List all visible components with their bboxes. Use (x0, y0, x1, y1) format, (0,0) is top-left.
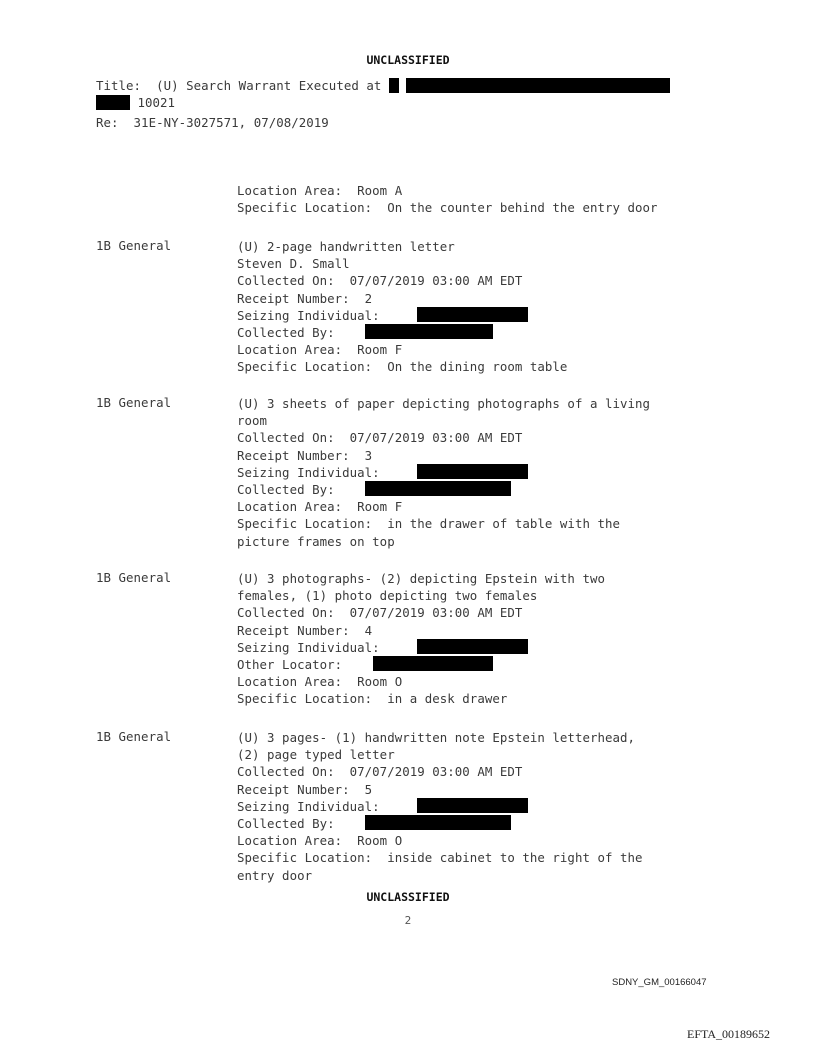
item-description: (U) 2-page handwritten letter (237, 239, 455, 254)
specific-location: Specific Location: in the drawer of table with the (237, 516, 620, 532)
carryover-entry (237, 182, 737, 216)
collected-by-label: Collected By: (237, 816, 335, 832)
item-description: Steven D. Small (237, 256, 350, 272)
seizing-individual-row (237, 464, 737, 481)
other-locator-label: Other Locator: (237, 657, 343, 673)
item-description: females, (1) photo depicting two females (237, 588, 538, 604)
location-area: Location Area: Room F (237, 499, 403, 515)
seizing-individual-row (237, 639, 737, 656)
item-description: (2) page typed letter (237, 747, 395, 763)
collected-on: Collected On: 07/07/2019 03:00 AM EDT (237, 273, 523, 289)
item-category: 1B General (96, 395, 172, 410)
evidence-item (237, 395, 737, 550)
bottom-classification-marking: UNCLASSIFIED (366, 890, 450, 904)
item-category: 1B General (96, 570, 172, 585)
bates-number-sdny: SDNY_GM_00166047 (612, 977, 707, 988)
receipt-number: Receipt Number: 5 (237, 781, 373, 797)
specific-location: Specific Location: On the dining room table (237, 359, 568, 375)
redaction-bar (417, 798, 528, 813)
item-description: (U) 3 sheets of paper depicting photographs of a living (237, 396, 651, 411)
location-area: Location Area: Room O (237, 674, 403, 690)
seizing-individual-row (237, 798, 737, 815)
collected-by-label: Collected By: (237, 482, 335, 498)
redaction-bar (365, 324, 493, 339)
redaction-bar (406, 78, 670, 93)
top-classification-marking: UNCLASSIFIED (366, 53, 450, 67)
collected-on: Collected On: 07/07/2019 03:00 AM EDT (237, 764, 523, 780)
specific-location: picture frames on top (237, 533, 395, 549)
specific-location: Specific Location: On the counter behind the entry door (237, 200, 658, 216)
collected-by-label: Collected By: (237, 325, 335, 341)
specific-location: Specific Location: inside cabinet to the right of the (237, 850, 643, 866)
redaction-bar (96, 95, 130, 110)
item-description: (U) 3 photographs- (2) depicting Epstein with two (237, 571, 605, 586)
collected-by-row (237, 815, 737, 832)
collected-on: Collected On: 07/07/2019 03:00 AM EDT (237, 605, 523, 621)
receipt-number: Receipt Number: 3 (237, 447, 373, 463)
seizing-individual-label: Seizing Individual: (237, 639, 380, 655)
redaction-bar (417, 464, 528, 479)
location-area: Location Area: Room A (237, 183, 403, 198)
evidence-item (237, 238, 737, 376)
evidence-item (237, 729, 737, 884)
item-category: 1B General (96, 729, 172, 744)
redaction-bar (365, 481, 511, 496)
seizing-individual-label: Seizing Individual: (237, 798, 380, 814)
item-category: 1B General (96, 238, 172, 253)
evidence-item (237, 570, 737, 708)
redaction-bar (389, 78, 399, 93)
redaction-bar (417, 307, 528, 322)
location-area: Location Area: Room O (237, 833, 403, 849)
receipt-number: Receipt Number: 2 (237, 290, 373, 306)
redaction-bar (365, 815, 511, 830)
collected-on: Collected On: 07/07/2019 03:00 AM EDT (237, 430, 523, 446)
item-description: room (237, 413, 268, 429)
redaction-bar (373, 656, 493, 671)
receipt-number: Receipt Number: 4 (237, 622, 373, 638)
bates-number-efta: EFTA_00189652 (687, 1027, 771, 1041)
document-title-line-2 (96, 94, 175, 111)
re-line: Re: 31E-NY-3027571, 07/08/2019 (96, 115, 329, 130)
other-locator-row (237, 656, 737, 673)
specific-location: entry door (237, 867, 313, 883)
collected-by-row (237, 481, 737, 498)
seizing-individual-label: Seizing Individual: (237, 307, 380, 323)
document-title-zip: 10021 (130, 95, 176, 110)
collected-by-row (237, 324, 737, 341)
page-number: 2 (404, 914, 412, 927)
document-title-line (96, 77, 670, 94)
redaction-bar (417, 639, 528, 654)
specific-location: Specific Location: in a desk drawer (237, 691, 508, 707)
location-area: Location Area: Room F (237, 342, 403, 358)
seizing-individual-label: Seizing Individual: (237, 464, 380, 480)
item-description: (U) 3 pages- (1) handwritten note Epstein letterhead, (237, 730, 636, 745)
document-title-text: Title: (U) Search Warrant Executed at (96, 78, 382, 93)
seizing-individual-row (237, 307, 737, 324)
